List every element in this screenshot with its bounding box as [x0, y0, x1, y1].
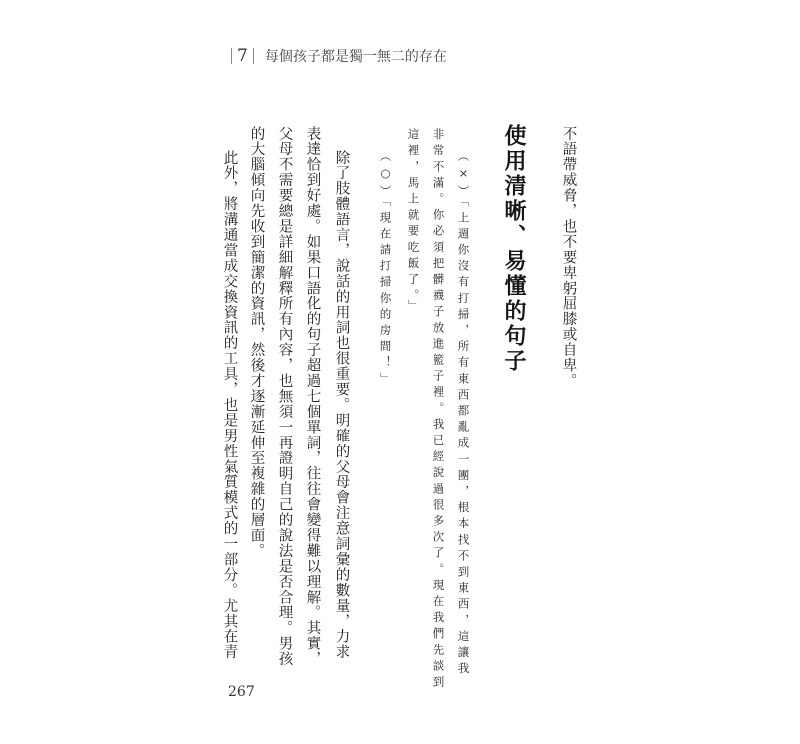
paragraph-line-1: 除了肢體語言，說話的用詞也很重要。明確的父母會注意詞彙的數量，力求 [333, 150, 350, 660]
chapter-number: 7 [237, 46, 248, 66]
example-good: （○）「現在請打掃你的房間！」 [378, 150, 393, 389]
paragraph-line-2: 表達恰到好處。如果口語化的句子超過七個單詞，往往會變得難以理解。其實， [304, 126, 321, 667]
example-bad-line-1: （×）「上週你沒有打掃，所有東西都亂成一團，根本找不到東西，這讓我 [456, 150, 471, 679]
chapter-title: 每個孩子都是獨一無二的存在 [264, 49, 447, 65]
paragraph-line-3: 父母不需要總是詳細解釋所有內容，也無須一再證明自己的說法是否合理。男孩 [276, 126, 293, 667]
paragraph-line-4: 的大腦傾向先收到簡潔的資訊，然後才逐漸延伸至複雜的層面。 [248, 126, 265, 559]
running-header [226, 46, 447, 66]
page-number: 267 [228, 684, 255, 700]
example-bad-line-3: 這裡，馬上就要吃飯了。」 [406, 128, 421, 316]
body-line-1: 不語帶威脅，也不要卑躬屈膝或自卑。 [560, 126, 577, 389]
section-heading: 使用清晰、易懂的句子 [501, 124, 527, 374]
example-bad-line-2: 非常不滿。你必須把髒襪子放進籃子裡。我已經說過很多次了。現在我們先談到 [431, 128, 446, 692]
header-rule-right [253, 48, 254, 64]
paragraph-line-5: 此外，將溝通當成交換資訊的工具，也是男性氣質模式的一部分。尤其在青 [221, 150, 238, 660]
header-rule-left [231, 48, 232, 64]
